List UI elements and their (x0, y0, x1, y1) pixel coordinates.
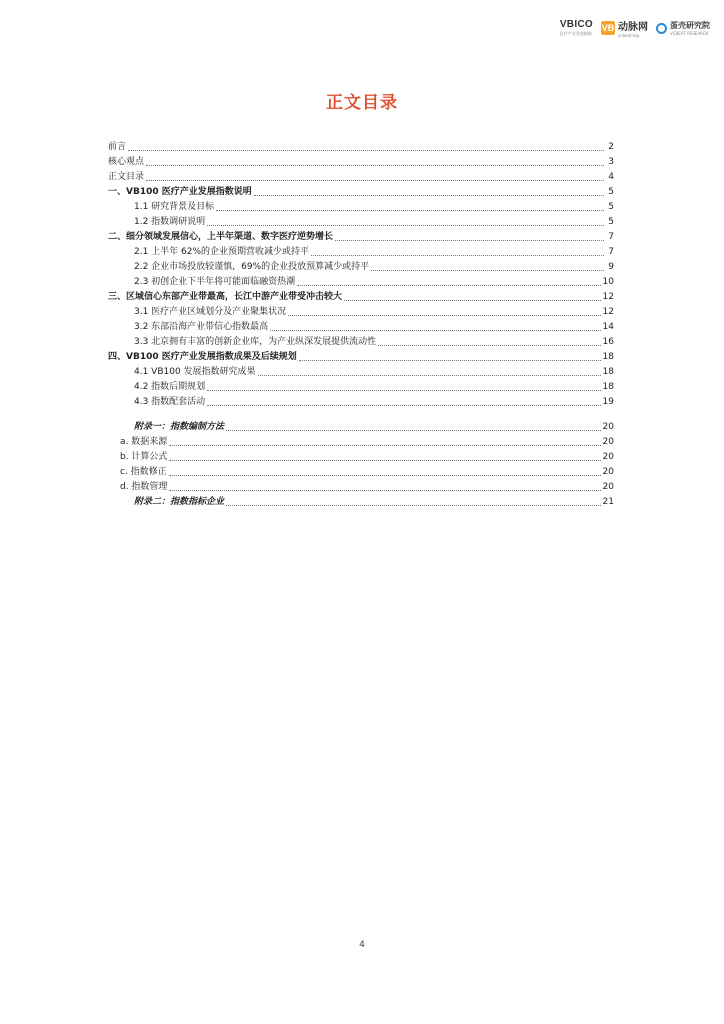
vcbeat-logo (601, 18, 648, 38)
toc-entry-page: 20 (602, 482, 614, 492)
vcbeat-logo-sub: vcbeat.top (618, 33, 640, 38)
toc-entry-label: 3.3 北京拥有丰富的创新企业库，为产业纵深发展提供流动性 (134, 337, 377, 347)
toc-entry-page: 5 (608, 202, 614, 212)
toc-entry[interactable] (108, 245, 614, 260)
toc-entry[interactable] (108, 435, 614, 450)
toc-spacer (108, 410, 614, 420)
toc-entry-page: 14 (602, 322, 614, 332)
toc-entry-page: 20 (602, 452, 614, 462)
toc-leader-dots (297, 275, 600, 286)
toc-entry[interactable] (108, 275, 614, 290)
toc-entry-label: 3.1 医疗产业区域划分及产业聚集状况 (134, 307, 287, 317)
toc-entry-label: 4.2 指数后期规划 (134, 382, 206, 392)
toc-entry-page: 9 (608, 262, 614, 272)
toc-entry-label: 3.2 东部沿海产业带信心指数最高 (134, 322, 269, 332)
toc-entry[interactable] (108, 350, 614, 365)
toc-entry-page: 12 (602, 292, 614, 302)
toc-entry-page: 3 (608, 157, 614, 167)
toc-entry-label: 4.1 VB100 发展指数研究成果 (134, 367, 256, 377)
toc-entry[interactable] (108, 155, 614, 170)
toc-entry-page: 7 (608, 232, 614, 242)
toc-entry-label: 正文目录 (108, 172, 145, 182)
toc-entry-page: 21 (602, 497, 614, 507)
toc-leader-dots (378, 335, 600, 346)
vcbeat-badge-icon: VB (601, 23, 615, 33)
toc-entry-label: 二、细分领域发展信心，上半年渠道、数字医疗逆势增长 (108, 232, 334, 242)
toc-entry[interactable] (108, 305, 614, 320)
toc-entry-label: 1.1 研究背景及目标 (134, 202, 215, 212)
toc-entry-label: 1.2 指数调研说明 (134, 217, 206, 227)
toc-entry-page: 5 (608, 187, 614, 197)
toc-leader-dots (169, 465, 601, 476)
vcbeat-logo-text: 动脉网 (618, 22, 648, 33)
toc-entry-label: c. 指数修正 (120, 467, 167, 477)
toc-leader-dots (254, 185, 604, 196)
toc-entry-page: 5 (608, 217, 614, 227)
toc-entry[interactable] (108, 495, 614, 510)
vbico-logo (560, 19, 593, 37)
toc-leader-dots (270, 320, 600, 331)
toc-entry-page: 4 (608, 172, 614, 182)
toc-entry-page: 7 (608, 247, 614, 257)
danke-logo-text: 蛋壳研究院 (670, 21, 710, 30)
toc-entry[interactable] (108, 260, 614, 275)
toc-leader-dots (207, 395, 600, 406)
toc-entry-label: 一、VB100 医疗产业发展指数说明 (108, 187, 252, 197)
toc-entry[interactable] (108, 230, 614, 245)
toc-leader-dots (216, 200, 604, 211)
toc-entry[interactable] (108, 290, 614, 305)
toc-entry-page: 20 (602, 467, 614, 477)
toc-entry[interactable] (108, 215, 614, 230)
toc-entry-label: d. 指数管理 (120, 482, 168, 492)
page-number: 4 (359, 940, 365, 950)
toc-entry-page: 18 (602, 382, 614, 392)
toc-main-list (108, 140, 614, 410)
toc-entry-page: 12 (602, 307, 614, 317)
toc-entry-page: 18 (602, 352, 614, 362)
page-title: 正文目录 (326, 93, 398, 113)
toc-leader-dots (371, 260, 604, 271)
toc-entry[interactable] (108, 365, 614, 380)
toc-entry[interactable] (108, 170, 614, 185)
danke-logo (656, 20, 710, 36)
toc-entry[interactable] (108, 200, 614, 215)
header-logos (560, 18, 710, 38)
toc-entry[interactable] (108, 395, 614, 410)
toc-leader-dots (169, 435, 600, 446)
toc-entry-page: 2 (608, 142, 614, 152)
toc-leader-dots (169, 480, 600, 491)
toc-appendix-list (108, 420, 614, 510)
toc-entry-page: 10 (602, 277, 614, 287)
table-of-contents (108, 140, 614, 510)
toc-entry-page: 20 (602, 422, 614, 432)
toc-leader-dots (226, 495, 601, 506)
toc-entry-label: 前言 (108, 142, 127, 152)
toc-leader-dots (335, 230, 604, 241)
toc-entry[interactable] (108, 450, 614, 465)
toc-entry-label: a. 数据来源 (120, 437, 168, 447)
toc-entry-label: b. 计算公式 (120, 452, 168, 462)
toc-entry-label: 三、区域信心东部产业带最高，长江中游产业带受冲击较大 (108, 292, 343, 302)
toc-entry-label: 附录一：指数编制方法 (134, 422, 225, 432)
toc-leader-dots (344, 290, 601, 301)
danke-logo-sub: VCBEAT RESEARCH (670, 31, 709, 36)
toc-entry-label: 4.3 指数配套活动 (134, 397, 206, 407)
danke-circle-icon (656, 23, 667, 34)
vbico-logo-text: VBICO (559, 19, 593, 30)
toc-entry[interactable] (108, 185, 614, 200)
toc-leader-dots (288, 305, 600, 316)
toc-entry-page: 19 (602, 397, 614, 407)
toc-leader-dots (207, 215, 604, 226)
toc-entry[interactable] (108, 420, 614, 435)
toc-leader-dots (207, 380, 600, 391)
toc-entry-label: 核心观点 (108, 157, 145, 167)
toc-entry[interactable] (108, 465, 614, 480)
toc-leader-dots (169, 450, 600, 461)
vbico-logo-sub: 医疗产业发展指数 (559, 31, 592, 36)
toc-leader-dots (258, 365, 601, 376)
toc-leader-dots (311, 245, 604, 256)
toc-entry[interactable] (108, 380, 614, 395)
toc-entry-page: 16 (602, 337, 614, 347)
toc-entry-label: 2.2 企业市场投放较谨慎，69%的企业投放预算减少或持平 (134, 262, 370, 272)
toc-leader-dots (146, 170, 604, 181)
toc-entry[interactable] (108, 480, 614, 495)
toc-leader-dots (226, 420, 601, 431)
toc-entry-page: 18 (602, 367, 614, 377)
toc-leader-dots (146, 155, 604, 166)
toc-entry-label: 四、VB100 医疗产业发展指数成果及后续规划 (108, 352, 297, 362)
toc-entry[interactable] (108, 335, 614, 350)
toc-leader-dots (299, 350, 601, 361)
toc-entry-page: 20 (602, 437, 614, 447)
toc-leader-dots (128, 140, 604, 151)
toc-entry-label: 2.1 上半年 62%的企业预期营收减少或持平 (134, 247, 310, 257)
toc-entry-label: 2.3 初创企业下半年将可能面临融资热潮 (134, 277, 296, 287)
toc-entry[interactable] (108, 320, 614, 335)
toc-entry[interactable] (108, 140, 614, 155)
toc-entry-label: 附录二：指数指标企业 (134, 497, 225, 507)
